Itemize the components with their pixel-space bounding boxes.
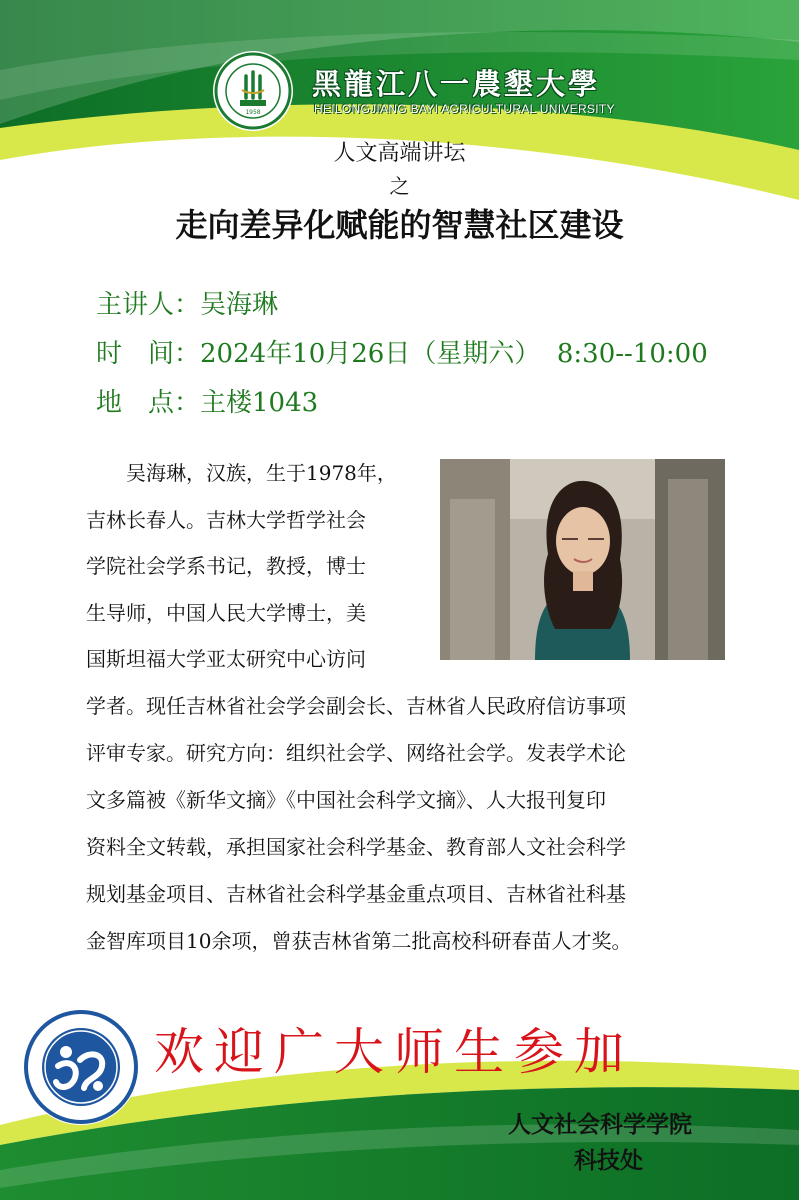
college-logo <box>22 1008 140 1126</box>
bio-line: 吉林长春人。吉林大学哲学社会 <box>86 507 366 532</box>
bio-beside-photo <box>86 450 426 683</box>
speaker-name: 吴海琳 <box>200 290 279 320</box>
welcome-slogan: 欢迎广大师生参加 <box>154 1023 634 1081</box>
bio-full-width <box>86 683 736 965</box>
organizer-office: 科技处 <box>574 1147 643 1174</box>
bio-line: 金智库项目10余项，曾获吉林省第二批高校科研春苗人才奖。 <box>86 929 632 953</box>
bio-line: 生导师，中国人民大学博士，美 <box>86 600 366 625</box>
time-value: 2024年10月26日（星期六） 8:30--10:00 <box>200 339 708 369</box>
speaker-label: 主讲人： <box>96 290 201 320</box>
university-name-cn: 黑龍江八一農墾大學 <box>312 67 601 101</box>
lecture-title: 走向差异化赋能的智慧社区建设 <box>175 206 624 244</box>
bio-line: 学院社会学系书记，教授，博士 <box>86 554 366 578</box>
logo-year: 1958 <box>245 109 261 116</box>
speaker-row <box>96 284 278 321</box>
bio-line: 学者。现任吉林省社会学会副会长、吉林省人民政府信访事项 <box>86 694 626 718</box>
forum-series: 人文高端讲坛 <box>333 141 466 166</box>
bio-line: 吴海琳，汉族，生于1978年， <box>86 461 397 485</box>
organizer-college: 人文社会科学学院 <box>508 1111 692 1138</box>
university-logo <box>212 50 294 132</box>
bio-line: 资料全文转载，承担国家社会科学基金、教育部人文社会科学 <box>86 835 626 859</box>
university-name-en: HEILONGJIANG BAYI AGRICULTURAL UNIVERSITY <box>314 102 615 116</box>
place-value: 主楼1043 <box>200 388 319 418</box>
title-connector: 之 <box>389 174 410 198</box>
bio-line: 国斯坦福大学亚太研究中心访问 <box>86 647 366 671</box>
time-row <box>96 333 708 370</box>
speaker-photo <box>440 459 725 660</box>
bio-line: 规划基金项目、吉林省社会科学基金重点项目、吉林省社科基 <box>86 882 626 906</box>
bio-line: 文多篇被《新华文摘》《中国社会科学文摘》、人大报刊复印 <box>86 788 606 812</box>
bio-line: 评审专家。研究方向：组织社会学、网络社会学。发表学术论 <box>86 741 626 765</box>
place-row <box>96 382 318 419</box>
time-label: 时 间： <box>96 339 201 369</box>
place-label: 地 点： <box>96 388 201 418</box>
